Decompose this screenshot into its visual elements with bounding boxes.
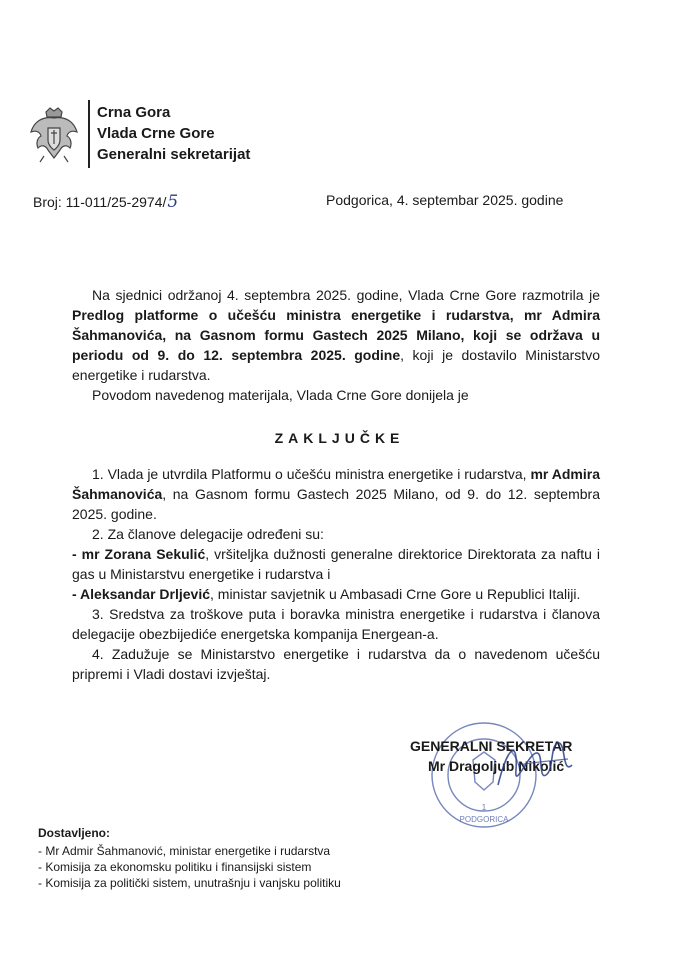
signatory-title: GENERALNI SEKRETAR [410,738,573,754]
conclusion-2-member-2 [72,584,600,604]
distribution-list [38,843,341,891]
conclusion-2: 2. Za članove delegacije određeni su: [92,526,324,542]
header-secretariat: Generalni sekretarijat [97,146,251,163]
conclusion-1-text-b: , na Gasnom formu Gastech 2025 Milano, od 9. do 12. septembra 2025. godine. [72,486,600,522]
handwritten-signature-icon [488,735,578,800]
distribution-title: Dostavljeno: [38,826,111,840]
conclusion-1 [72,464,600,524]
member-1-name: - mr Zorana Sekulić [72,546,206,562]
reference-number-label: Broj: 11-011/25-2974/ [33,194,167,210]
list-item: - Komisija za ekonomsku politiku i finansijski sistem [38,860,312,874]
coat-of-arms-icon [28,106,80,166]
member-1-role: , vršiteljka dužnosti generalne direktorice Direktorata za naftu i gas u Ministarstvu energetike i rudarstva i [72,546,600,582]
list-item: - Komisija za politički sistem, unutrašnju i vanjsku politiku [38,876,341,890]
conclusions-title: ZAKLJUČKE [274,430,405,446]
conclusion-1-bold: mr Admira Šahmanovića [72,466,600,502]
conclusion-4: 4. Zadužuje se Ministarstvo energetike i rudarstva da o navedenom učešću pripremi i Vladi dostavi izvještaj. [72,646,600,682]
signatory-name: Mr Dragoljub Nikolić [428,758,565,774]
conclusion-2-member-1 [72,544,600,584]
intro-text-b: , koji je dostavilo Ministarstvo energetike i rudarstva. [72,347,600,383]
intro-text-a: Na sjednici održanoj 4. septembra 2025. godine, Vlada Crne Gore razmotrila je [92,287,600,303]
intro-decision-line: Povodom navedenog materijala, Vlada Crne Gore donijela je [92,387,469,403]
reference-number-handwritten: 5 [167,192,179,212]
intro-text-bold: Predlog platforme o učešću ministra energetike i rudarstva, mr Admira Šahmanovića, na Gasnom formu Gastech 2025 Milano, koji se održava u periodu od 9. do 12. septembra 2025. godine [72,307,600,363]
intro-section [72,285,600,405]
stamp-city: PODGORICA [459,815,509,824]
intro-paragraph [72,285,600,385]
reference-number [33,192,178,212]
header-country: Crna Gora [97,104,171,121]
document-date: Podgorica, 4. septembar 2025. godine [326,192,564,208]
member-2-role: , ministar savjetnik u Ambasadi Crne Gore u Republici Italiji. [210,586,581,602]
conclusions-section [72,464,600,684]
conclusion-1-text-a: 1. Vlada je utvrdila Platformu o učešću ministra energetike i rudarstva, [92,466,531,482]
header-divider [88,100,90,168]
list-item: - Mr Admir Šahmanović, ministar energetike i rudarstva [38,844,331,858]
conclusion-3: 3. Sredstva za troškove puta i boravka ministra energetike i rudarstva i članova delegacije obezbijediće energetska kompanija Energean-a. [72,606,600,642]
stamp-number: 1 [481,803,487,812]
member-2-name: - Aleksandar Drljević [72,586,210,602]
header-government: Vlada Crne Gore [97,125,215,142]
